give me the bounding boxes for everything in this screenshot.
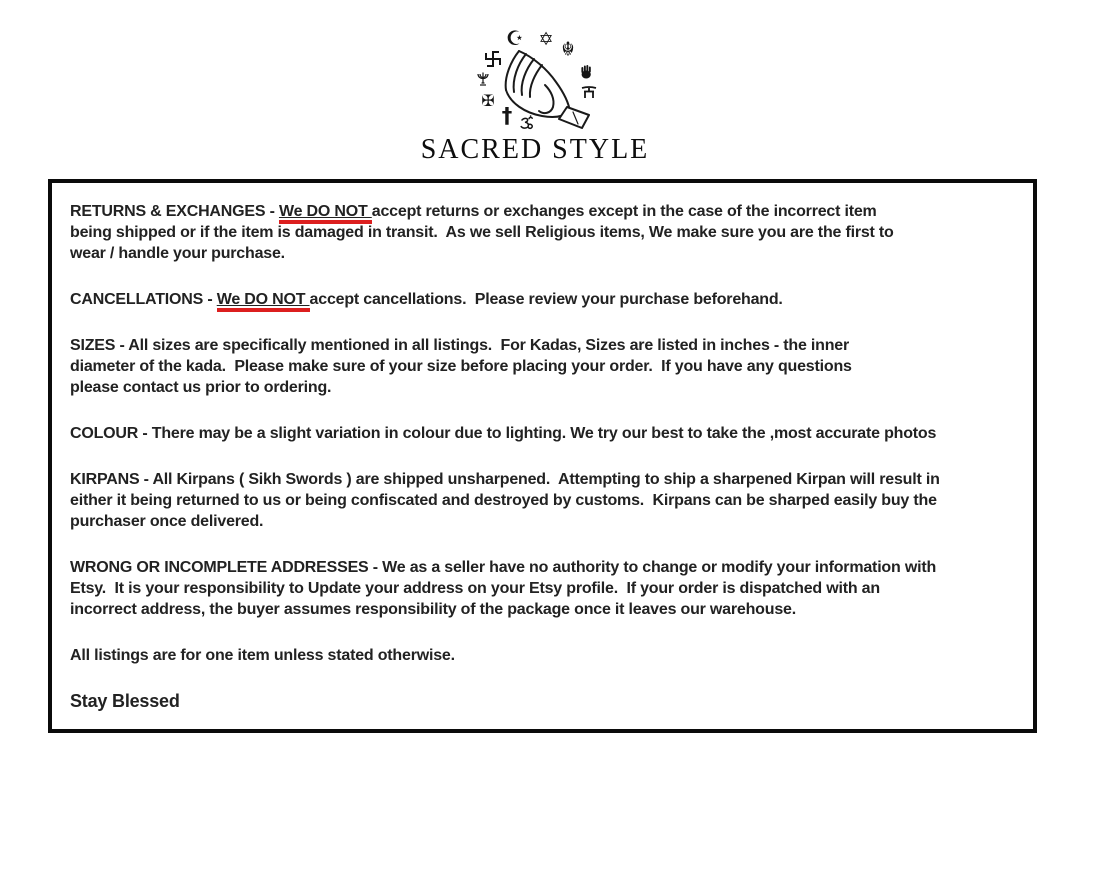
returns-do-not-emphasis: We DO NOT <box>279 203 372 224</box>
policy-cancellations <box>70 289 1017 310</box>
policy-sizes: SIZES - All sizes are specifically mentioned in all listings. For Kadas, Sizes are listed in inches - the inner diameter of the kada. Please make sure of your size before placing your order. If you have any questions please contact us prior to ordering. <box>70 337 852 396</box>
star-of-david-icon: ✡ <box>538 29 554 50</box>
khanda-icon: ☬ <box>561 38 575 61</box>
praying-hands-emblem <box>437 25 637 140</box>
policy-addresses: WRONG OR INCOMPLETE ADDRESSES - We as a seller have no authority to change or modify your information with Etsy. It is your responsibility to Update your address on your Etsy profile. If your order is dispatched with an incorrect address, the buyer assumes responsibility of the package once it leaves our warehouse. <box>70 559 937 618</box>
policy-returns-exchanges <box>70 201 1017 264</box>
policy-returns-label: RETURNS & EXCHANGES - <box>70 203 279 220</box>
policy-returns-body: accept returns or exchanges except in the case of the incorrect item being shipped or if the item is damaged in transit. As we sell Religious items, We make sure you are the first to wear / handle your purchase. <box>70 203 894 262</box>
policy-cancellations-label: CANCELLATIONS - <box>70 291 217 308</box>
policy-colour: COLOUR - There may be a slight variation in colour due to lighting. We try our best to take the ,most accurate photos <box>70 425 937 442</box>
policy-kirpans: KIRPANS - All Kirpans ( Sikh Swords ) are shipped unsharpened. Attempting to ship a sharpened Kirpan will result in either it being returned to us or being confiscated and destroyed by customs. Kirpans can be sharped easily buy the purchaser once delivered. <box>70 471 940 530</box>
cancellations-do-not-emphasis: We DO NOT <box>217 291 310 312</box>
crescent-and-star-icon: ☪ <box>506 26 524 50</box>
signoff-text: Stay Blessed <box>70 691 180 711</box>
policy-cancellations-body: accept cancellations. Please review your purchase beforehand. <box>309 291 783 308</box>
policy-box <box>48 179 1037 733</box>
cross-pattee-icon: ✠ <box>481 91 495 110</box>
brand-wordmark: SACRED STYLE <box>420 134 650 165</box>
praying-hands-icon <box>489 47 599 129</box>
single-item-note: All listings are for one item unless stated otherwise. <box>70 647 455 664</box>
latin-cross-icon: † <box>501 103 513 128</box>
